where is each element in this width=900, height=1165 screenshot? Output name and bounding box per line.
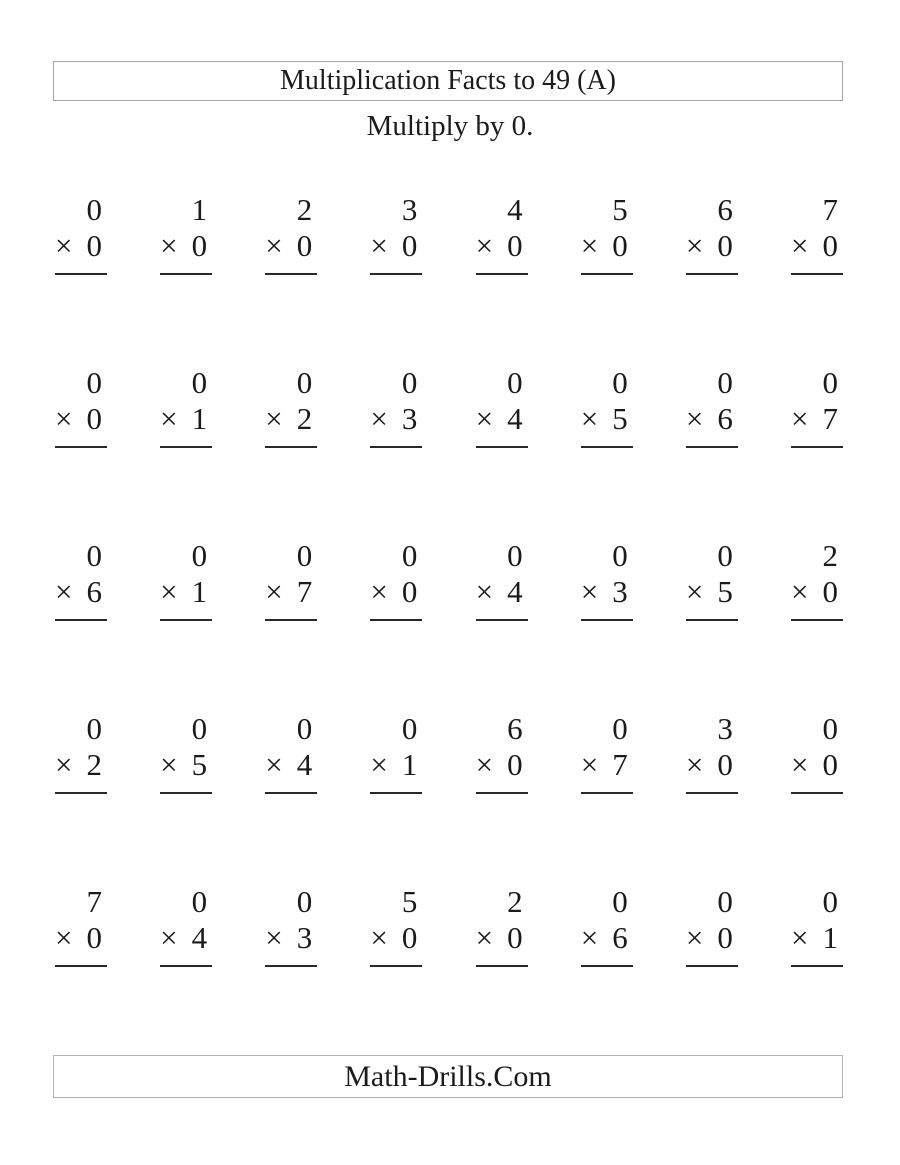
top-operand: 0 — [822, 711, 838, 746]
multiply-sign: × — [55, 228, 73, 263]
multiply-sign: × — [160, 228, 178, 263]
multiply-sign: × — [55, 401, 73, 436]
multiply-sign: × — [265, 401, 283, 436]
bottom-operand-row — [686, 747, 738, 783]
bottom-operand-row — [791, 574, 843, 610]
top-operand: 4 — [507, 192, 523, 227]
top-operand: 0 — [612, 365, 628, 400]
problem-cell — [55, 192, 107, 275]
problem-cell — [686, 884, 738, 967]
bottom-operand-row — [476, 401, 528, 437]
top-operand: 0 — [191, 884, 208, 919]
multiplier-operand: 0 — [612, 228, 628, 263]
multiplier-operand: 1 — [191, 574, 208, 609]
top-operand: 0 — [401, 538, 418, 573]
top-operand: 2 — [507, 884, 523, 919]
top-operand: 0 — [612, 884, 628, 919]
problem-cell — [55, 884, 107, 967]
top-operand: 6 — [507, 711, 523, 746]
bottom-operand-row — [265, 574, 317, 610]
top-operand: 5 — [612, 192, 628, 227]
multiply-sign: × — [790, 920, 809, 955]
bottom-operand-row — [370, 401, 422, 437]
bottom-operand-row — [476, 920, 528, 956]
multiplier-operand: 7 — [822, 401, 838, 436]
multiplier-operand: 0 — [86, 228, 102, 263]
multiply-sign: × — [790, 747, 809, 782]
top-operand: 5 — [401, 884, 418, 919]
top-operand: 0 — [401, 711, 418, 746]
problem-cell — [476, 365, 528, 448]
multiplier-operand: 7 — [612, 747, 628, 782]
problem-cell — [160, 192, 212, 275]
top-operand: 0 — [86, 711, 102, 746]
problem-cell — [265, 538, 317, 621]
problem-cell — [160, 711, 212, 794]
bottom-operand-row — [581, 228, 633, 264]
bottom-operand-row — [686, 228, 738, 264]
multiply-sign: × — [790, 228, 809, 263]
bottom-operand-row — [791, 747, 843, 783]
bottom-operand-row — [791, 401, 843, 437]
bottom-operand-row — [476, 228, 528, 264]
bottom-operand-row — [265, 228, 317, 264]
bottom-operand-row — [265, 920, 317, 956]
multiply-sign: × — [685, 401, 704, 436]
footer-site-name: Math-Drills.Com — [344, 1060, 552, 1093]
bottom-operand-row — [581, 747, 633, 783]
multiplier-operand: 0 — [401, 920, 418, 955]
problem-cell — [55, 538, 107, 621]
multiply-sign: × — [475, 574, 494, 609]
top-operand: 0 — [401, 365, 418, 400]
problem-row-2 — [55, 365, 843, 448]
problem-cell — [686, 711, 738, 794]
problem-cell — [160, 884, 212, 967]
bottom-operand-row — [265, 747, 317, 783]
multiply-sign: × — [370, 747, 388, 782]
top-operand: 0 — [191, 538, 208, 573]
multiplier-operand: 0 — [507, 920, 523, 955]
top-operand: 7 — [822, 192, 838, 227]
multiply-sign: × — [265, 574, 283, 609]
problem-cell — [791, 711, 843, 794]
bottom-operand-row — [160, 920, 212, 956]
worksheet-subtitle: Multiply by 0. — [366, 110, 534, 142]
top-operand: 0 — [86, 365, 102, 400]
multiply-sign: × — [685, 574, 704, 609]
multiply-sign: × — [685, 228, 704, 263]
multiplier-operand: 5 — [612, 401, 628, 436]
multiplier-operand: 0 — [401, 574, 418, 609]
bottom-operand-row — [370, 747, 422, 783]
multiplier-operand: 6 — [612, 920, 628, 955]
problem-cell — [581, 884, 633, 967]
top-operand: 0 — [191, 365, 208, 400]
problem-cell — [370, 365, 422, 448]
top-operand: 0 — [507, 538, 523, 573]
top-operand: 0 — [86, 538, 102, 573]
footer-box — [53, 1055, 843, 1098]
multiplier-operand: 5 — [191, 747, 208, 782]
problem-cell — [581, 711, 633, 794]
top-operand: 3 — [401, 192, 418, 227]
multiplier-operand: 0 — [507, 747, 523, 782]
top-operand: 0 — [296, 538, 313, 573]
top-operand: 2 — [296, 192, 313, 227]
bottom-operand-row — [686, 574, 738, 610]
multiply-sign: × — [265, 747, 283, 782]
bottom-operand-row — [686, 401, 738, 437]
bottom-operand-row — [55, 920, 107, 956]
problem-cell — [265, 711, 317, 794]
bottom-operand-row — [55, 401, 107, 437]
problem-cell — [160, 538, 212, 621]
multiplier-operand: 3 — [612, 574, 628, 609]
multiplier-operand: 6 — [86, 574, 102, 609]
multiply-sign: × — [580, 574, 599, 609]
bottom-operand-row — [265, 401, 317, 437]
bottom-operand-row — [370, 228, 422, 264]
multiplier-operand: 1 — [401, 747, 418, 782]
multiplier-operand: 5 — [717, 574, 733, 609]
bottom-operand-row — [160, 574, 212, 610]
problem-cell — [686, 365, 738, 448]
multiplier-operand: 4 — [507, 574, 523, 609]
problem-cell — [370, 884, 422, 967]
bottom-operand-row — [55, 747, 107, 783]
multiplier-operand: 0 — [822, 228, 838, 263]
multiply-sign: × — [580, 920, 599, 955]
problem-cell — [791, 365, 843, 448]
problem-cell — [476, 884, 528, 967]
multiply-sign: × — [265, 228, 283, 263]
bottom-operand-row — [581, 920, 633, 956]
multiplier-operand: 0 — [86, 401, 102, 436]
bottom-operand-row — [370, 574, 422, 610]
top-operand: 0 — [612, 711, 628, 746]
multiply-sign: × — [160, 401, 178, 436]
top-operand: 1 — [191, 192, 208, 227]
problem-cell — [791, 538, 843, 621]
problem-cell — [370, 711, 422, 794]
multiplier-operand: 4 — [191, 920, 208, 955]
multiplier-operand: 1 — [191, 401, 208, 436]
multiplier-operand: 6 — [717, 401, 733, 436]
multiplier-operand: 0 — [717, 920, 733, 955]
multiply-sign: × — [160, 920, 178, 955]
problem-cell — [55, 711, 107, 794]
problem-cell — [55, 365, 107, 448]
multiply-sign: × — [475, 401, 494, 436]
top-operand: 7 — [86, 884, 102, 919]
multiplier-operand: 2 — [296, 401, 313, 436]
multiplier-operand: 4 — [296, 747, 313, 782]
problem-row-3 — [55, 538, 843, 621]
problem-cell — [476, 192, 528, 275]
bottom-operand-row — [160, 228, 212, 264]
bottom-operand-row — [686, 920, 738, 956]
top-operand: 0 — [86, 192, 102, 227]
bottom-operand-row — [791, 228, 843, 264]
multiplier-operand: 0 — [296, 228, 313, 263]
multiplier-operand: 3 — [401, 401, 418, 436]
bottom-operand-row — [476, 747, 528, 783]
top-operand: 0 — [191, 711, 208, 746]
worksheet-title-box — [53, 61, 843, 101]
problem-row-4 — [55, 711, 843, 794]
bottom-operand-row — [160, 401, 212, 437]
multiply-sign: × — [580, 401, 599, 436]
top-operand: 0 — [507, 365, 523, 400]
problem-cell — [791, 192, 843, 275]
multiplier-operand: 0 — [401, 228, 418, 263]
top-operand: 0 — [822, 365, 838, 400]
multiply-sign: × — [475, 747, 494, 782]
multiply-sign: × — [160, 574, 178, 609]
problem-cell — [791, 884, 843, 967]
bottom-operand-row — [55, 574, 107, 610]
problem-cell — [265, 192, 317, 275]
top-operand: 0 — [296, 365, 313, 400]
problem-cell — [581, 365, 633, 448]
top-operand: 0 — [296, 884, 313, 919]
multiplier-operand: 3 — [296, 920, 313, 955]
problem-cell — [476, 538, 528, 621]
multiply-sign: × — [370, 920, 388, 955]
multiply-sign: × — [580, 747, 599, 782]
top-operand: 6 — [717, 192, 733, 227]
worksheet-title: Multiplication Facts to 49 (A) — [280, 65, 616, 96]
multiplier-operand: 1 — [822, 920, 838, 955]
multiply-sign: × — [370, 228, 388, 263]
problem-cell — [160, 365, 212, 448]
multiply-sign: × — [55, 747, 73, 782]
multiplier-operand: 0 — [717, 747, 733, 782]
multiplier-operand: 0 — [822, 747, 838, 782]
top-operand: 0 — [717, 365, 733, 400]
multiply-sign: × — [55, 920, 73, 955]
multiply-sign: × — [55, 574, 73, 609]
problem-cell — [265, 884, 317, 967]
top-operand: 0 — [717, 884, 733, 919]
top-operand: 3 — [717, 711, 733, 746]
problem-cell — [265, 365, 317, 448]
bottom-operand-row — [476, 574, 528, 610]
multiply-sign: × — [370, 574, 388, 609]
multiply-sign: × — [580, 228, 599, 263]
multiplier-operand: 4 — [507, 401, 523, 436]
multiplier-operand: 0 — [86, 920, 102, 955]
problem-row-5 — [55, 884, 843, 967]
problem-cell — [370, 538, 422, 621]
problem-cell — [686, 192, 738, 275]
multiplier-operand: 0 — [717, 228, 733, 263]
problem-cell — [370, 192, 422, 275]
multiplier-operand: 2 — [86, 747, 102, 782]
top-operand: 0 — [822, 884, 838, 919]
bottom-operand-row — [791, 920, 843, 956]
bottom-operand-row — [581, 574, 633, 610]
multiplier-operand: 0 — [507, 228, 523, 263]
top-operand: 0 — [612, 538, 628, 573]
multiply-sign: × — [685, 920, 704, 955]
top-operand: 0 — [717, 538, 733, 573]
problem-row-1 — [55, 192, 843, 275]
top-operand: 0 — [296, 711, 313, 746]
multiply-sign: × — [790, 574, 809, 609]
top-operand: 2 — [822, 538, 838, 573]
multiply-sign: × — [160, 747, 178, 782]
problem-cell — [686, 538, 738, 621]
multiplier-operand: 0 — [191, 228, 208, 263]
problem-cell — [476, 711, 528, 794]
problem-cell — [581, 538, 633, 621]
bottom-operand-row — [55, 228, 107, 264]
multiplier-operand: 7 — [296, 574, 313, 609]
bottom-operand-row — [370, 920, 422, 956]
multiply-sign: × — [475, 920, 494, 955]
multiply-sign: × — [790, 401, 809, 436]
multiply-sign: × — [685, 747, 704, 782]
multiplier-operand: 0 — [822, 574, 838, 609]
multiply-sign: × — [370, 401, 388, 436]
multiply-sign: × — [475, 228, 494, 263]
bottom-operand-row — [160, 747, 212, 783]
bottom-operand-row — [581, 401, 633, 437]
multiply-sign: × — [265, 920, 283, 955]
problem-cell — [581, 192, 633, 275]
